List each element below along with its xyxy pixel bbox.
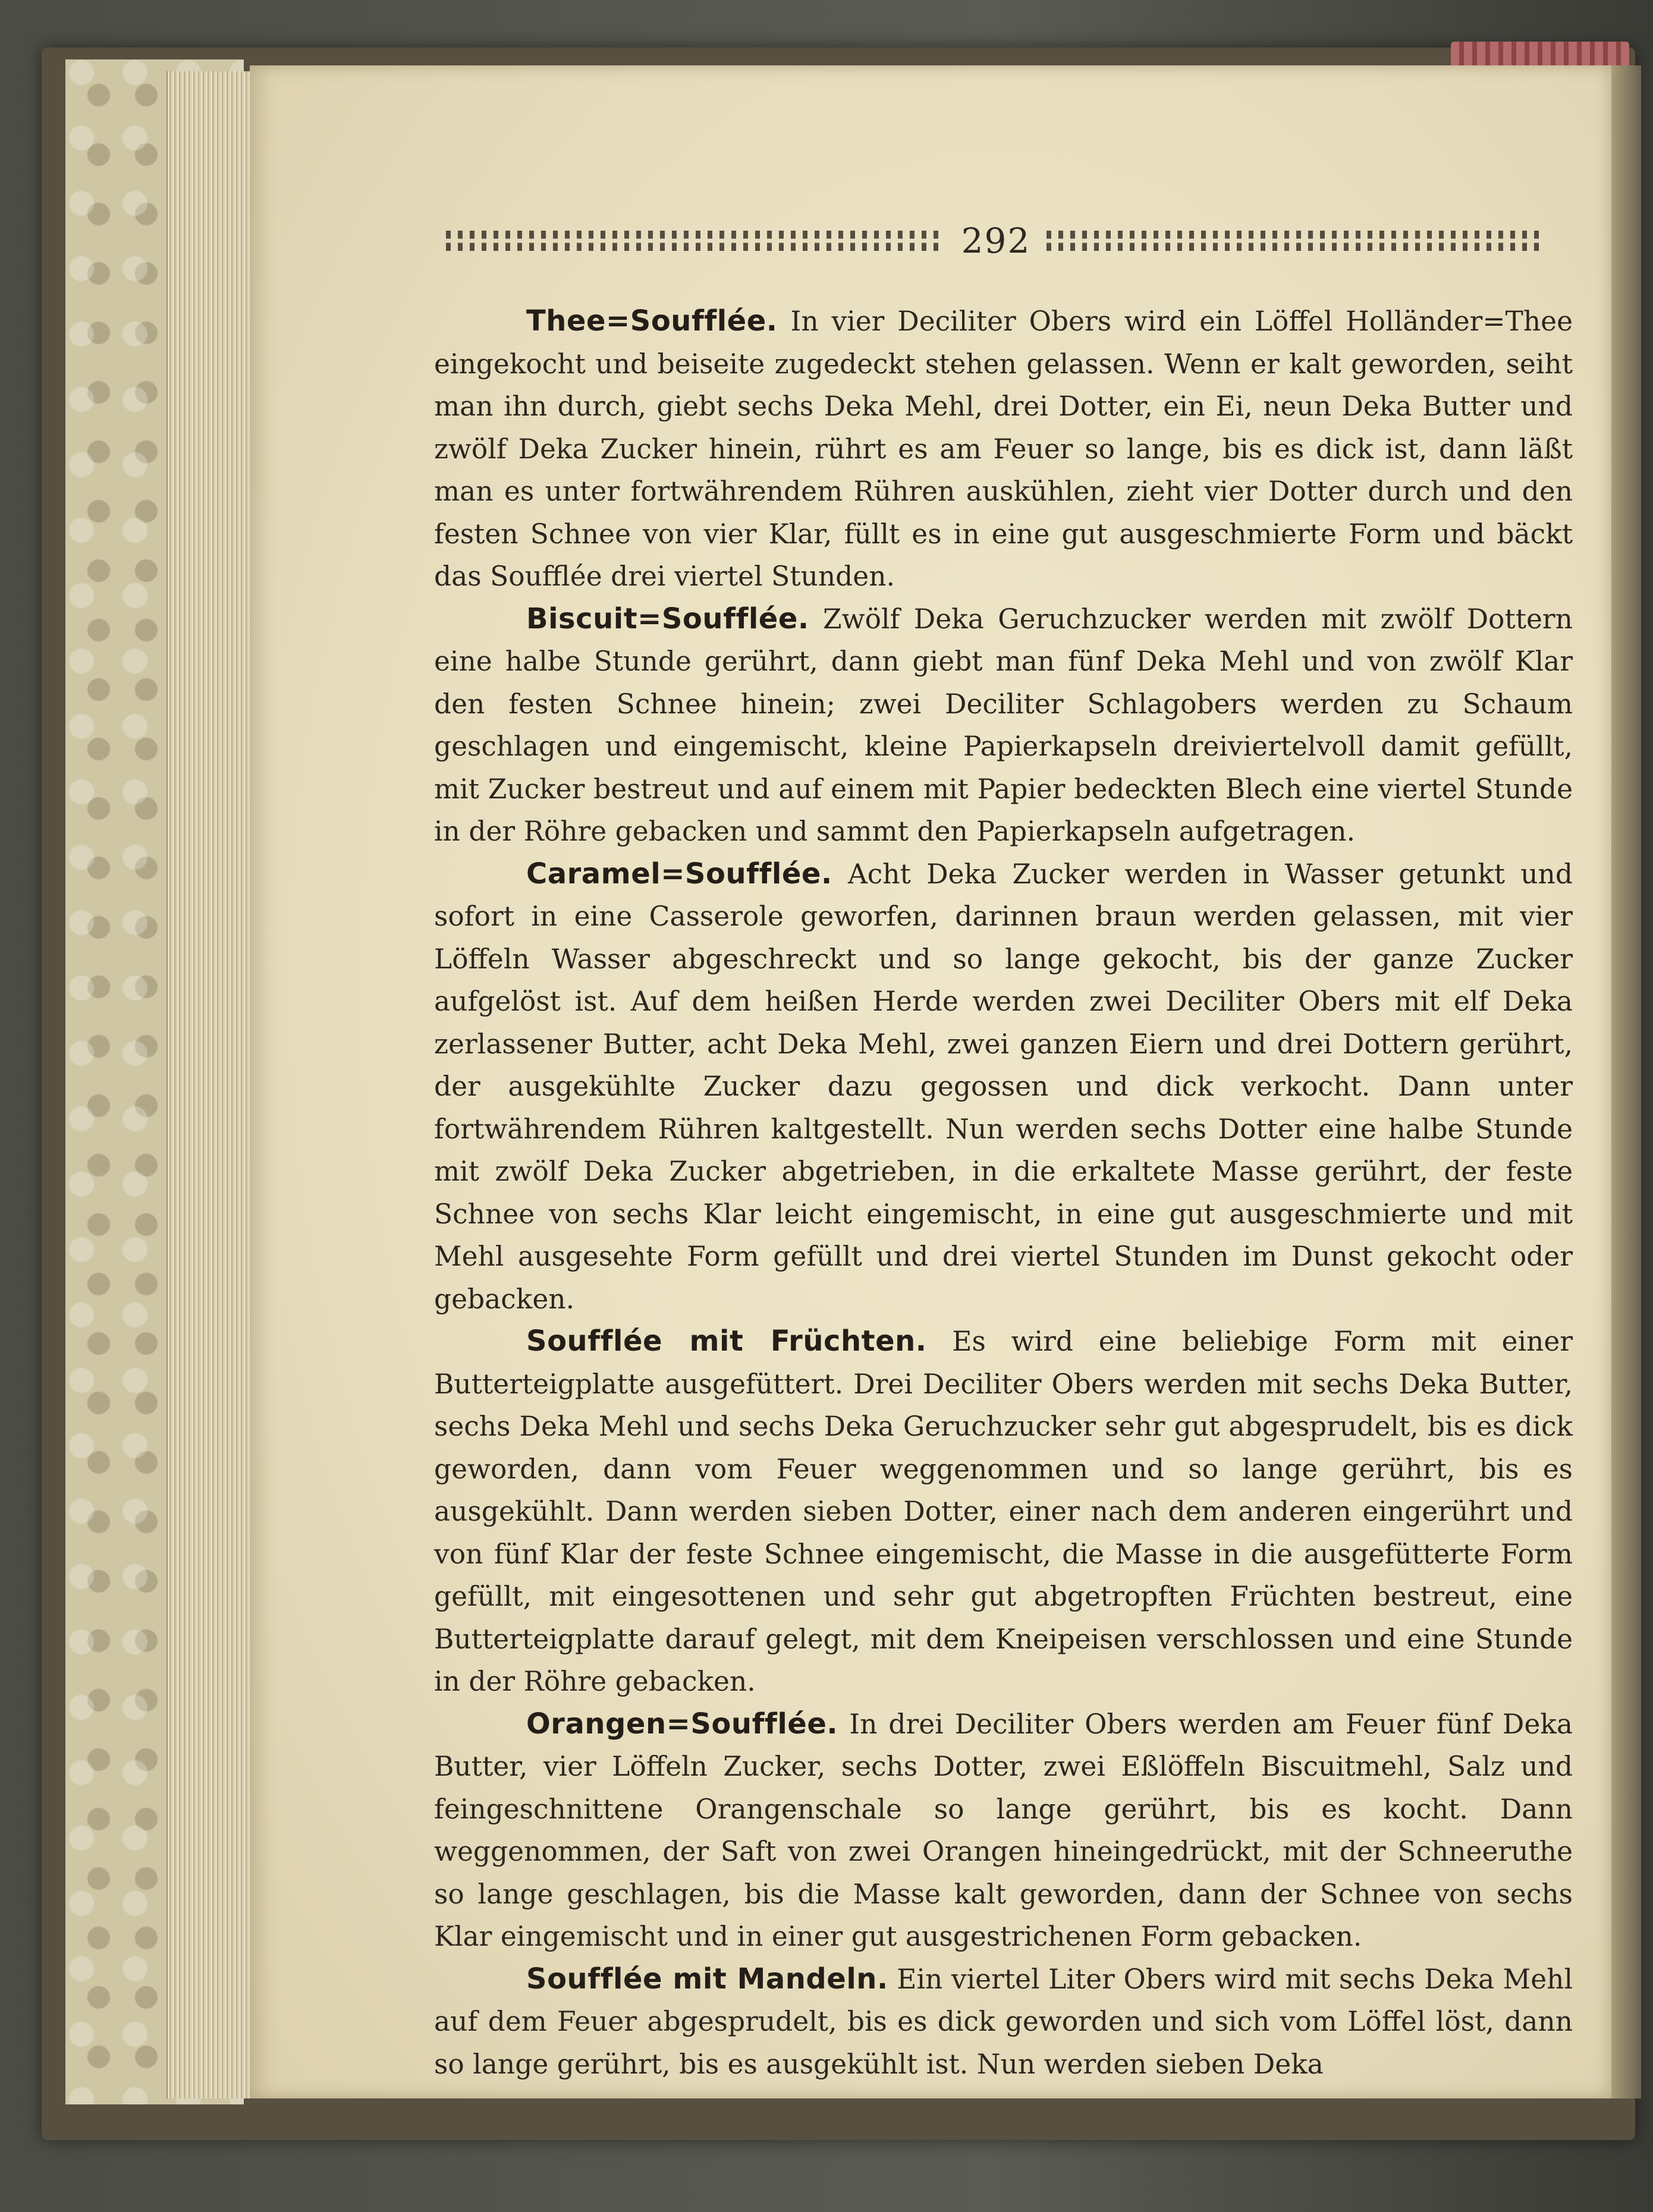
page-edges	[166, 71, 263, 2098]
recipe-paragraph	[434, 1703, 1573, 1958]
recipe-body: Ein viertel Liter Obers wird mit sechs Deka Mehl auf dem Feuer abgesprudelt, bis es dick geworden und sich vom Löffel löst, dann so lange gerührt, bis es ausgekühlt ist. Nun werden sieben Deka	[434, 1963, 1573, 2080]
recipe-title: Biscuit=Soufflée.	[526, 602, 809, 635]
recipe-title: Orangen=Soufflée.	[526, 1707, 838, 1741]
recipe-body: Zwölf Deka Geruchzucker werden mit zwölf Dottern eine halbe Stunde gerührt, dann giebt man fünf Deka Mehl und von zwölf Klar den festen Schnee hinein; zwei Deciliter Schlagobers werden zu Schaum geschlagen und eingemischt, kleine Papierkapseln dreiviertelvoll damit gefüllt, mit Zucker bestreut und auf einem mit Papier bedeckten Blech eine viertel Stunde in der Röhre gebacken und sammt den Papierkapseln aufgetragen.	[434, 603, 1573, 847]
page-header	[446, 220, 1546, 262]
recipe-body: Es wird eine beliebige Form mit einer Butterteigplatte ausgefüttert. Drei Deciliter Obers werden mit sechs Deka Butter, sechs Deka Mehl und sechs Deka Geruchzucker sehr gut abgesprudelt, bis es dick geworden, dann vom Feuer weggenommen und so lange gerührt, bis es ausgekühlt. Dann werden sieben Dotter, einer nach dem anderen eingerührt und von fünf Klar der feste Schnee eingemischt, die Masse in die ausgefütterte Form gefüllt, mit eingesottenen und sehr gut abgetropften Früchten bestreut, eine Butterteigplatte darauf gelegt, mit dem Kneipeisen verschlossen und eine Stunde in der Röhre gebacken.	[434, 1326, 1573, 1697]
recipe-paragraph	[434, 1320, 1573, 1703]
recipe-body: In drei Deciliter Obers werden am Feuer fünf Deka Butter, vier Löffeln Zucker, sechs Dotter, zwei Eßlöffeln Biscuitmehl, Salz und feingeschnittene Orangenschale so lange gerührt, bis es kocht. Dann weggenommen, der Saft von zwei Orangen hineingedrückt, mit der Schneeruthe so lange geschlagen, bis die Masse kalt geworden, dann der Schnee von sechs Klar eingemischt und in einer gut ausgestrichenen Form gebacken.	[434, 1708, 1573, 1952]
header-ornament-left	[446, 231, 945, 251]
recipe-paragraph	[434, 300, 1573, 598]
recipe-title: Soufflée mit Früchten.	[526, 1324, 927, 1358]
recipe-body: Acht Deka Zucker werden in Wasser getunkt und sofort in eine Casserole geworfen, darinnen braun werden gelassen, mit vier Löffeln Wasser abgeschreckt und so lange gekocht, bis der ganze Zucker aufgelöst ist. Auf dem heißen Herde werden zwei Deciliter Obers mit elf Deka zerlassener Butter, acht Deka Mehl, zwei ganzen Eiern und drei Dottern gerührt, der ausgekühlte Zucker dazu gegossen und dick verkocht. Dann unter fortwährendem Rühren kaltgestellt. Nun werden sechs Dotter eine halbe Stunde mit zwölf Deka Zucker abgetrieben, in die erkaltete Masse gerührt, der feste Schnee von sechs Klar leicht eingemischt, in eine gut ausgeschmierte und mit Mehl ausgesehte Form gefüllt und drei viertel Stunden im Dunst gekocht oder gebacken.	[434, 858, 1573, 1315]
recipe-title: Thee=Soufflée.	[526, 304, 778, 338]
page-number: 292	[961, 221, 1031, 261]
recipe-paragraph	[434, 1958, 1573, 2086]
recipe-text	[434, 300, 1573, 2085]
recipe-body: In vier Deciliter Obers wird ein Löffel Holländer=Thee eingekocht und beiseite zugedeckt stehen gelassen. Wenn er kalt geworden, seiht man ihn durch, giebt sechs Deka Mehl, drei Dotter, ein Ei, neun Deka Butter und zwölf Deka Zucker hinein, rührt es am Feuer so lange, bis es dick ist, dann läßt man es unter fortwährendem Rühren auskühlen, zieht vier Dotter durch und den festen Schnee von vier Klar, füllt es in eine gut ausgeschmierte Form und bäckt das Soufflée drei viertel Stunden.	[434, 306, 1573, 592]
header-ornament-right	[1047, 231, 1546, 251]
recipe-title: Caramel=Soufflée.	[526, 857, 832, 891]
recipe-title: Soufflée mit Mandeln.	[526, 1962, 888, 1996]
recipe-paragraph	[434, 853, 1573, 1321]
page-gutter	[1611, 65, 1641, 2098]
recipe-paragraph	[434, 598, 1573, 853]
